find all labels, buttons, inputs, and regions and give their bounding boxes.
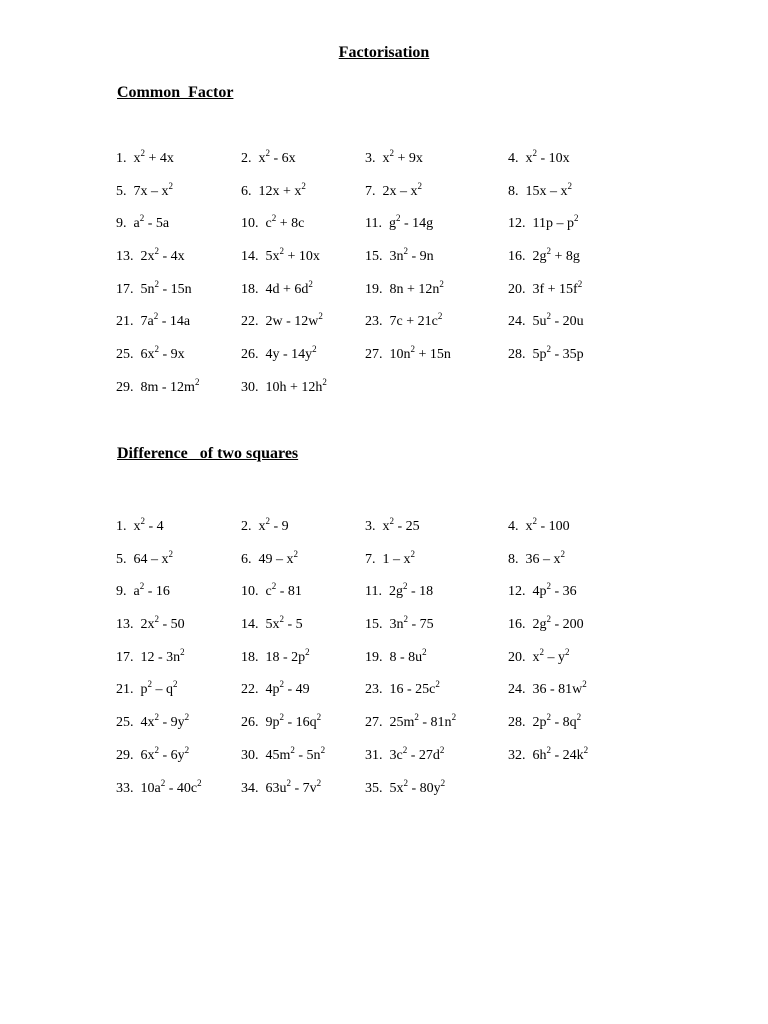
exercise-expression: $8 - 8u^2$	[389, 646, 427, 665]
exercise-expression: $2g^2 - 200$	[532, 614, 584, 633]
exercise-item	[116, 181, 173, 203]
exercise-number: 6.	[241, 183, 259, 199]
exercise-number: 35.	[365, 780, 390, 796]
exercise-expression: $a^2 - 5a$	[133, 213, 170, 232]
exercise-row	[0, 377, 768, 410]
exercise-expression: $3f + 15f^2$	[532, 278, 583, 297]
exercise-item	[116, 679, 178, 701]
exercise-item	[365, 279, 444, 301]
exercise-number: 5.	[116, 183, 134, 199]
exercise-expression: $5u^2 - 20u$	[532, 311, 584, 330]
exercise-number: 29.	[116, 747, 141, 763]
exercise-expression: $a^2 - 16$	[133, 581, 170, 600]
exercise-item	[365, 745, 444, 767]
exercise-item	[508, 745, 588, 767]
exercise-item	[241, 516, 289, 538]
exercise-number: 2.	[241, 519, 259, 534]
exercise-item	[365, 148, 423, 170]
exercise-item	[241, 377, 327, 399]
exercise-expression: $2p^2 - 8q^2$	[532, 712, 582, 731]
exercise-number: 25.	[116, 715, 141, 731]
exercise-row	[0, 213, 768, 246]
exercise-number: 33.	[116, 780, 141, 796]
section-heading-common-factor: Common Factor	[117, 84, 234, 101]
exercise-number: 13.	[116, 249, 141, 265]
exercise-number: 21.	[116, 314, 141, 330]
exercise-expression: $36 - 81w^2$	[532, 679, 587, 698]
exercise-number: 3.	[365, 151, 383, 166]
exercise-number: 7.	[365, 183, 383, 199]
exercise-item	[116, 778, 202, 800]
exercise-number: 2.	[241, 151, 259, 166]
exercise-number: 25.	[116, 347, 141, 363]
exercise-row	[0, 279, 768, 312]
page-title: Factorisation	[338, 44, 430, 61]
exercise-item	[116, 311, 190, 333]
exercise-item	[508, 181, 572, 203]
exercise-expression: $x^2 - 10x$	[525, 148, 570, 166]
exercise-expression: $3c^2 - 27d^2$	[389, 744, 445, 763]
exercise-number: 20.	[508, 649, 533, 665]
exercise-row	[0, 647, 768, 680]
exercise-item	[241, 279, 313, 301]
exercise-expression: $63u^2 - 7v^2$	[265, 777, 322, 796]
exercise-number: 16.	[508, 249, 533, 265]
exercise-number: 34.	[241, 780, 266, 796]
exercise-number: 18.	[241, 649, 266, 665]
exercise-item	[508, 549, 565, 571]
exercise-expression: $4d + 6d^2$	[265, 278, 313, 297]
exercise-expression: $7x - x^2$	[133, 180, 173, 199]
exercise-item	[241, 213, 304, 235]
exercise-item	[116, 712, 189, 734]
exercise-expression: $16 - 25c^2$	[389, 679, 440, 698]
exercise-expression: $45m^2 - 5n^2$	[265, 744, 326, 763]
exercise-expression: $3n^2 - 9n$	[389, 246, 434, 265]
exercise-item	[508, 148, 570, 170]
exercise-item	[365, 581, 433, 603]
exercise-item	[116, 647, 185, 669]
exercise-expression: $x^2 - y^2$	[532, 646, 570, 665]
exercise-number: 20.	[508, 281, 533, 297]
exercise-item	[116, 549, 173, 571]
exercise-item	[116, 246, 185, 268]
exercise-row	[0, 246, 768, 279]
exercise-item	[508, 581, 577, 603]
exercise-expression: $36 - x^2$	[525, 548, 565, 567]
difference-of-two-squares-exercises	[0, 516, 768, 810]
exercise-item	[365, 311, 442, 333]
exercise-item	[508, 647, 570, 669]
exercise-item	[241, 712, 321, 734]
exercise-number: 18.	[241, 281, 266, 297]
exercise-item	[116, 581, 170, 603]
exercise-number: 3.	[365, 519, 383, 534]
exercise-item	[365, 549, 415, 571]
exercise-number: 1.	[116, 519, 134, 534]
exercise-expression: $4x^2 - 9y^2$	[140, 712, 190, 731]
exercise-expression: $64 - x^2$	[133, 548, 173, 567]
exercise-item	[365, 344, 451, 366]
exercise-expression: $4p^2 - 36$	[532, 581, 577, 600]
exercise-expression: $4y - 14y^2$	[265, 344, 317, 363]
exercise-item	[508, 246, 580, 268]
exercise-number: 22.	[241, 314, 266, 330]
exercise-number: 24.	[508, 682, 533, 698]
exercise-item	[365, 516, 420, 538]
exercise-expression: $2g^2 - 18$	[388, 581, 434, 600]
exercise-expression: $4p^2 - 49$	[265, 679, 310, 698]
exercise-number: 12.	[508, 216, 533, 232]
exercise-number: 9.	[116, 216, 134, 232]
exercise-expression: $g^2 - 14g$	[388, 213, 434, 232]
exercise-number: 23.	[365, 314, 390, 330]
exercise-number: 11.	[365, 584, 389, 600]
exercise-item	[365, 778, 445, 800]
exercise-item	[241, 311, 323, 333]
exercise-number: 24.	[508, 314, 533, 330]
exercise-item	[508, 344, 584, 366]
exercise-item	[116, 745, 189, 767]
exercise-expression: $2x^2 - 4x$	[140, 246, 185, 265]
exercise-expression: $2w - 12w^2$	[265, 311, 323, 330]
exercise-expression: $9p^2 - 16q^2$	[265, 712, 322, 731]
exercise-expression: $18 - 2p^2$	[265, 646, 310, 665]
exercise-item	[508, 279, 582, 301]
exercise-number: 9.	[116, 584, 134, 600]
exercise-expression: $x^2 + 9x$	[382, 148, 423, 166]
exercise-number: 27.	[365, 715, 390, 731]
exercise-row	[0, 344, 768, 377]
exercise-item	[241, 581, 302, 603]
exercise-number: 19.	[365, 649, 390, 665]
exercise-expression: $10n^2 + 15n$	[389, 344, 451, 363]
exercise-expression: $49 - x^2$	[258, 548, 298, 567]
exercise-item	[365, 614, 434, 636]
exercise-expression: $5x^2 + 10x$	[265, 246, 320, 265]
exercise-expression: $25m^2 - 81n^2$	[389, 712, 457, 731]
exercise-item	[241, 614, 303, 636]
exercise-expression: $5x^2 - 5$	[265, 614, 303, 633]
exercise-expression: $8n + 12n^2$	[389, 278, 444, 297]
exercise-item	[508, 213, 578, 235]
exercise-number: 4.	[508, 519, 526, 534]
exercise-number: 30.	[241, 379, 266, 395]
exercise-expression: $10a^2 - 40c^2$	[140, 777, 202, 796]
exercise-number: 10.	[241, 584, 266, 600]
exercise-number: 17.	[116, 281, 141, 297]
exercise-expression: $p^2 - q^2$	[140, 679, 178, 698]
exercise-number: 13.	[116, 617, 141, 633]
exercise-item	[116, 516, 164, 538]
exercise-number: 26.	[241, 347, 266, 363]
exercise-expression: $x^2 + 4x$	[133, 148, 174, 166]
exercise-item	[365, 246, 434, 268]
exercise-item	[116, 279, 192, 301]
exercise-item	[241, 679, 310, 701]
exercise-number: 4.	[508, 151, 526, 166]
exercise-item	[241, 148, 296, 170]
exercise-number: 30.	[241, 747, 266, 763]
exercise-expression: $6x^2 - 6y^2$	[140, 744, 190, 763]
exercise-item	[241, 778, 321, 800]
exercise-expression: $5x^2 - 80y^2$	[389, 777, 446, 796]
exercise-expression: $2g^2 + 8g$	[532, 246, 580, 265]
exercise-expression: $15x - x^2$	[525, 180, 572, 199]
exercise-row	[0, 311, 768, 344]
exercise-number: 14.	[241, 617, 266, 633]
exercise-item	[241, 549, 298, 571]
exercise-row	[0, 181, 768, 214]
exercise-number: 8.	[508, 183, 526, 199]
exercise-item	[241, 246, 320, 268]
exercise-expression: $c^2 + 8c$	[265, 213, 305, 232]
exercise-number: 32.	[508, 747, 533, 763]
exercise-number: 29.	[116, 379, 141, 395]
exercise-expression: $5p^2 - 35p$	[532, 344, 584, 363]
exercise-item	[241, 344, 317, 366]
exercise-expression: $c^2 - 81$	[265, 581, 302, 600]
exercise-item	[508, 516, 570, 538]
exercise-number: 15.	[365, 249, 390, 265]
exercise-number: 10.	[241, 216, 266, 232]
exercise-item	[365, 679, 440, 701]
exercise-number: 27.	[365, 347, 390, 363]
section-heading-difference-of-two-squares: Difference of two squares	[117, 445, 299, 462]
exercise-expression: $x^2 - 4$	[133, 516, 164, 534]
exercise-number: 5.	[116, 551, 134, 567]
exercise-number: 12.	[508, 584, 533, 600]
exercise-number: 15.	[365, 617, 390, 633]
exercise-expression: $2x^2 - 50$	[140, 614, 185, 633]
exercise-number: 6.	[241, 551, 259, 567]
exercise-expression: $x^2 - 9$	[258, 516, 289, 534]
exercise-row	[0, 581, 768, 614]
exercise-item	[116, 377, 199, 399]
exercise-number: 17.	[116, 649, 141, 665]
exercise-number: 14.	[241, 249, 266, 265]
exercise-expression: $x^2 - 6x$	[258, 148, 296, 166]
exercise-item	[365, 712, 456, 734]
exercise-item	[241, 647, 310, 669]
exercise-number: 26.	[241, 715, 266, 731]
exercise-number: 23.	[365, 682, 390, 698]
exercise-expression: $8m - 12m^2$	[140, 376, 200, 395]
exercise-row	[0, 516, 768, 549]
exercise-expression: $1 - x^2$	[382, 548, 415, 567]
exercise-item	[365, 181, 422, 203]
exercise-item	[241, 181, 306, 203]
exercise-expression: $7a^2 - 14a$	[140, 311, 191, 330]
exercise-item	[116, 614, 185, 636]
exercise-row	[0, 614, 768, 647]
exercise-number: 7.	[365, 551, 383, 567]
exercise-number: 1.	[116, 151, 134, 166]
exercise-item	[116, 148, 174, 170]
exercise-number: 22.	[241, 682, 266, 698]
exercise-expression: $5n^2 - 15n$	[140, 278, 192, 297]
exercise-item	[116, 213, 169, 235]
exercise-expression: $6x^2 - 9x$	[140, 344, 185, 363]
exercise-number: 19.	[365, 281, 390, 297]
exercise-number: 28.	[508, 715, 533, 731]
common-factor-exercises	[0, 148, 768, 410]
exercise-expression: $12 - 3n^2$	[140, 646, 185, 665]
exercise-item	[508, 679, 587, 701]
exercise-row	[0, 549, 768, 582]
exercise-expression: $11p - p^2$	[532, 213, 579, 232]
exercise-item	[365, 213, 433, 235]
exercise-item	[508, 614, 584, 636]
exercise-row	[0, 712, 768, 745]
exercise-item	[508, 311, 584, 333]
exercise-item	[365, 647, 427, 669]
exercise-expression: $12x + x^2$	[258, 180, 306, 199]
exercise-item	[508, 712, 581, 734]
exercise-expression: $6h^2 - 24k^2$	[532, 744, 589, 763]
exercise-row	[0, 778, 768, 811]
exercise-row	[0, 745, 768, 778]
exercise-row	[0, 679, 768, 712]
exercise-expression: $7c + 21c^2$	[389, 311, 443, 330]
exercise-number: 16.	[508, 617, 533, 633]
exercise-item	[241, 745, 325, 767]
exercise-expression: $x^2 - 100$	[525, 516, 570, 534]
exercise-expression: $x^2 - 25$	[382, 516, 420, 534]
exercise-item	[116, 344, 185, 366]
exercise-expression: $2x - x^2$	[382, 180, 422, 199]
exercise-number: 28.	[508, 347, 533, 363]
exercise-number: 21.	[116, 682, 141, 698]
exercise-number: 31.	[365, 747, 390, 763]
exercise-expression: $10h + 12h^2$	[265, 376, 327, 395]
exercise-row	[0, 148, 768, 181]
exercise-number: 11.	[365, 216, 389, 232]
exercise-expression: $3n^2 - 75$	[389, 614, 434, 633]
exercise-number: 8.	[508, 551, 526, 567]
